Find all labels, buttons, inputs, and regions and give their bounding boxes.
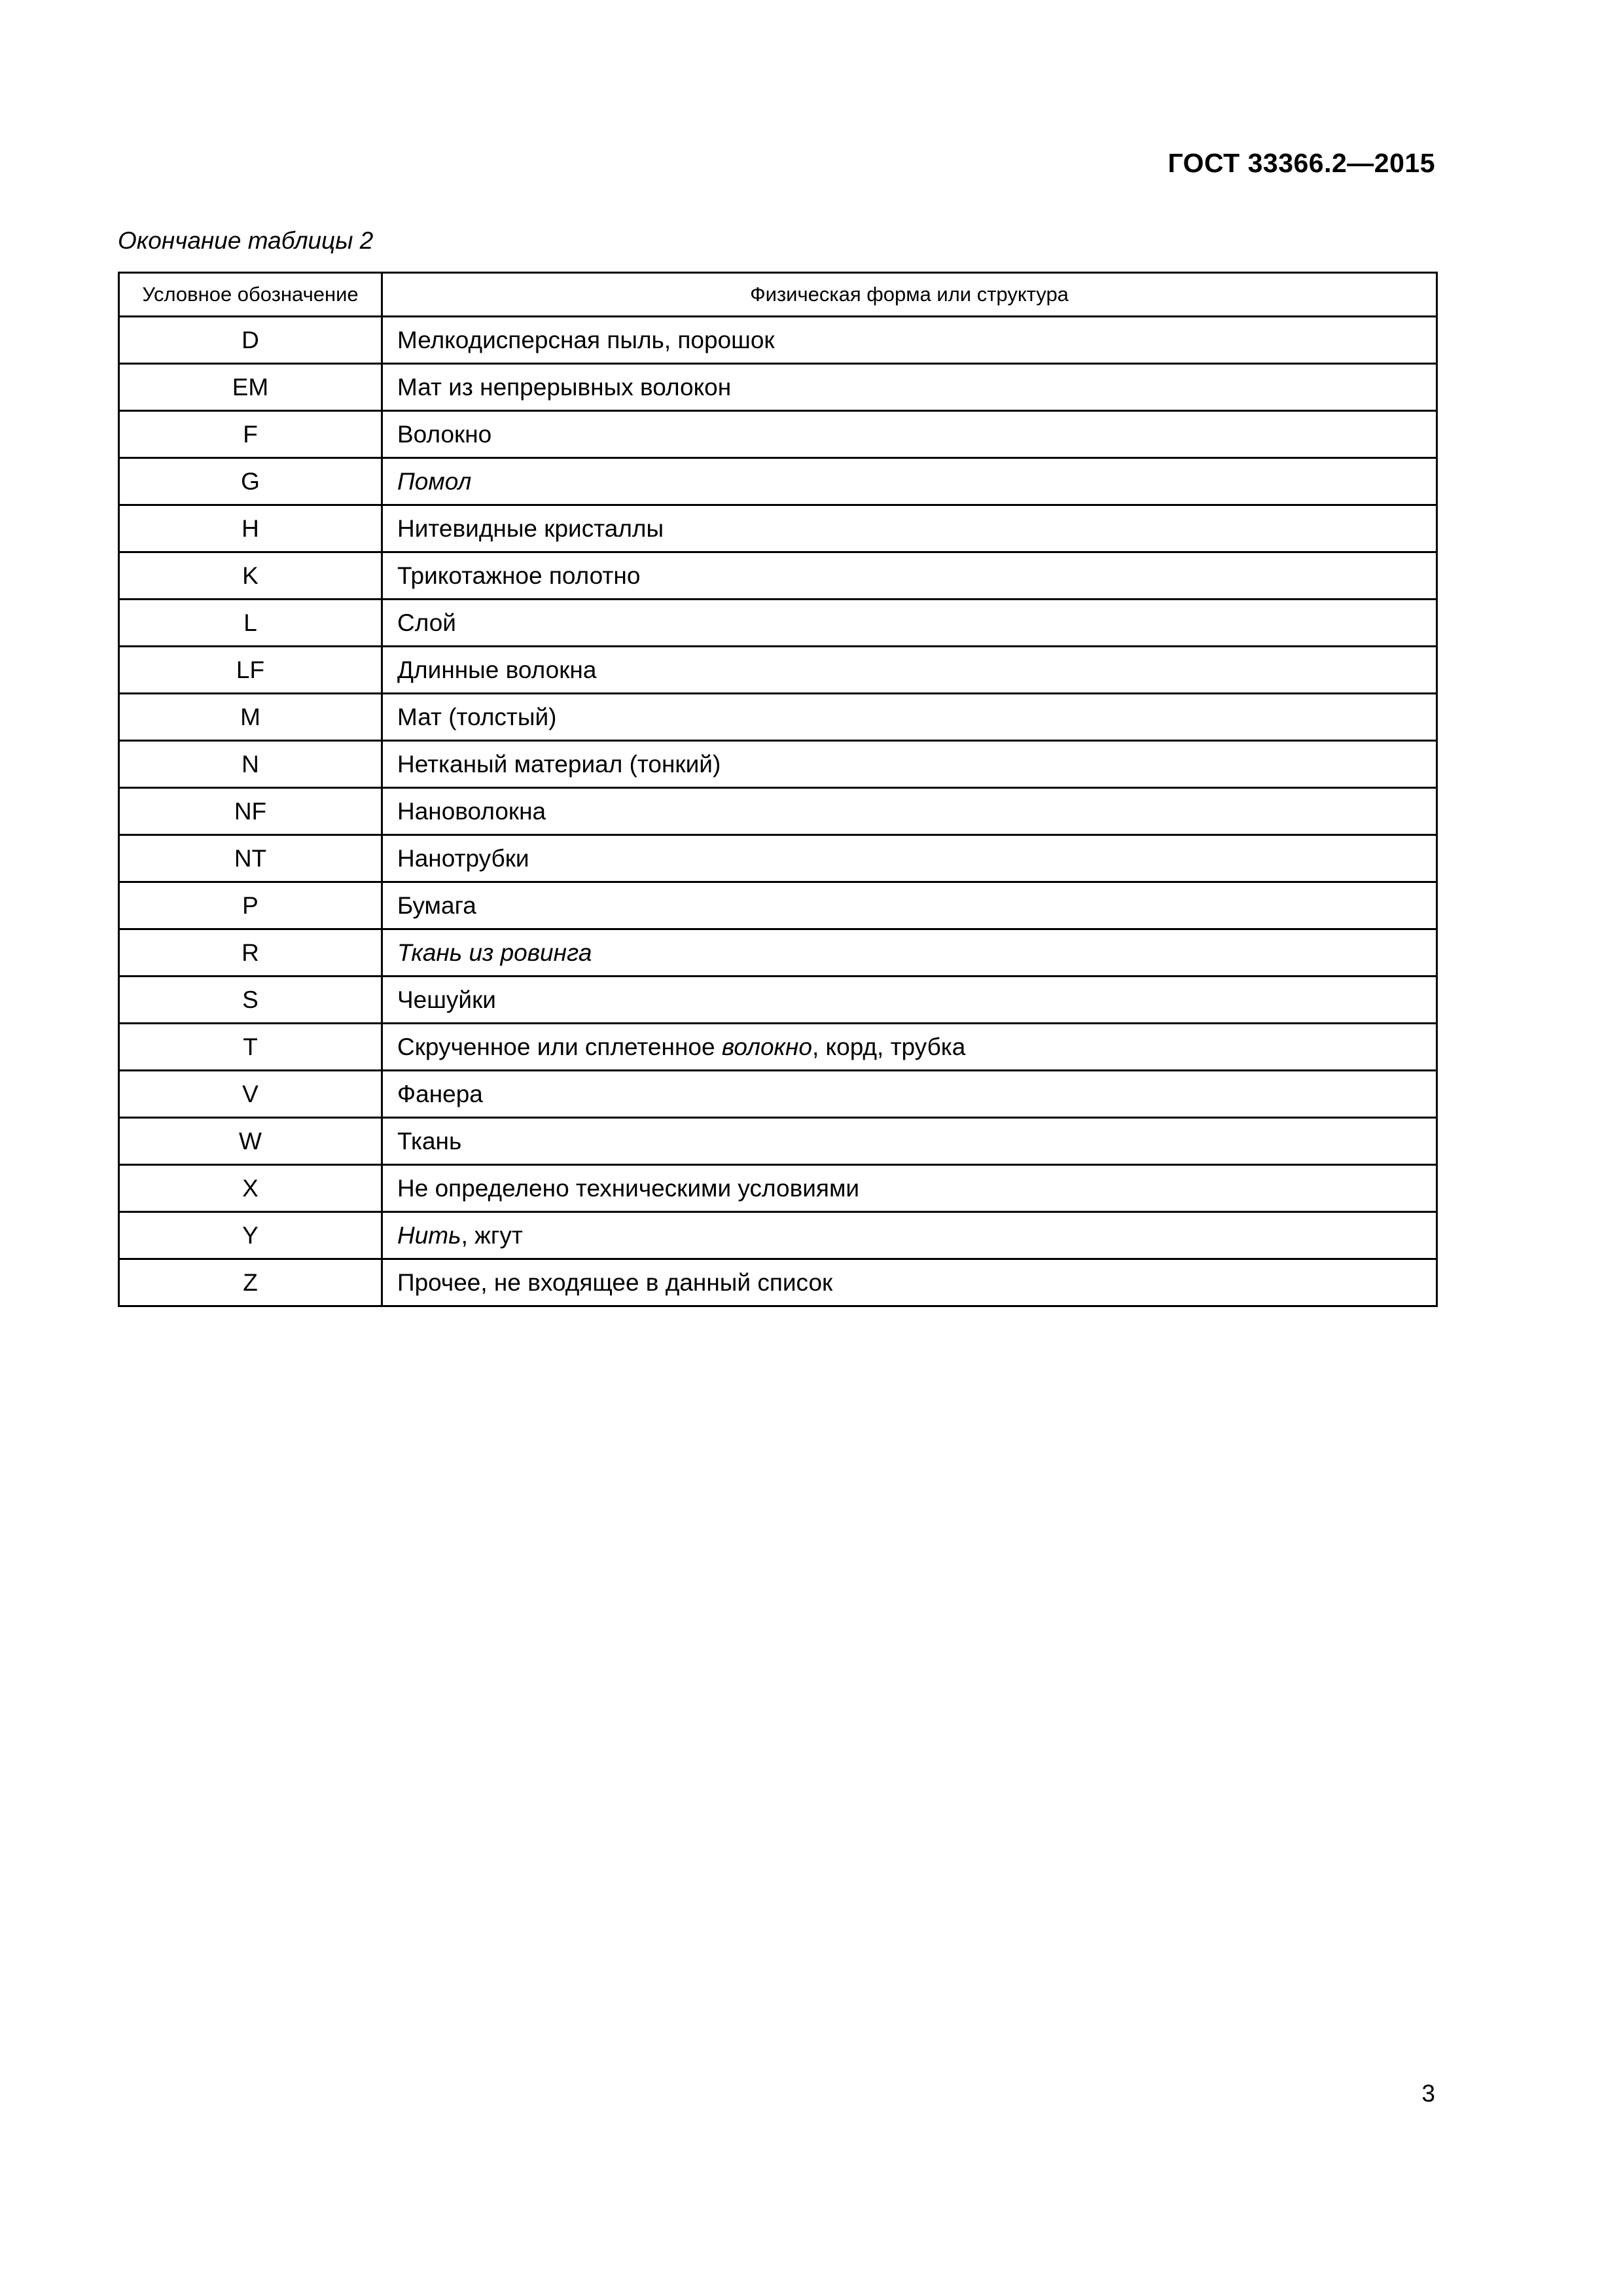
designation-code-cell: M — [119, 694, 382, 741]
table-row — [119, 835, 1437, 882]
table-row — [119, 929, 1437, 977]
physical-form-text: Нановолокна — [397, 797, 546, 825]
physical-form-cell — [382, 411, 1437, 458]
designation-code-cell: T — [119, 1024, 382, 1071]
physical-form-text: , корд, трубка — [812, 1033, 966, 1060]
physical-form-cell — [382, 694, 1437, 741]
physical-form-cell — [382, 741, 1437, 788]
designation-code-cell: W — [119, 1118, 382, 1165]
table-row — [119, 977, 1437, 1024]
table-caption: Окончание таблицы 2 — [118, 227, 374, 254]
physical-form-text: Помол — [397, 467, 472, 495]
physical-form-text: Чешуйки — [397, 986, 496, 1013]
designation-code-cell: P — [119, 882, 382, 929]
physical-form-text: Нитевидные кристаллы — [397, 514, 664, 542]
physical-form-cell — [382, 1259, 1437, 1306]
physical-form-cell — [382, 1212, 1437, 1259]
designation-code-cell: LF — [119, 647, 382, 694]
physical-form-cell — [382, 458, 1437, 505]
table-row — [119, 600, 1437, 647]
physical-form-cell — [382, 364, 1437, 411]
physical-form-text: Ткань — [397, 1127, 462, 1155]
physical-form-cell — [382, 552, 1437, 600]
designation-code-cell: F — [119, 411, 382, 458]
physical-form-cell — [382, 788, 1437, 835]
designation-code-cell: Y — [119, 1212, 382, 1259]
table-row — [119, 647, 1437, 694]
table-row — [119, 552, 1437, 600]
physical-form-text: Нетканый материал (тонкий) — [397, 750, 721, 778]
physical-form-cell — [382, 929, 1437, 977]
physical-form-cell — [382, 1165, 1437, 1212]
table-row — [119, 788, 1437, 835]
column-header-code: Условное обозначение — [119, 273, 382, 317]
designation-code-cell: N — [119, 741, 382, 788]
physical-form-text: Не определено техническими условиями — [397, 1174, 860, 1202]
physical-form-text: Фанера — [397, 1080, 483, 1107]
physical-form-cell — [382, 317, 1437, 364]
table-row — [119, 1024, 1437, 1071]
table-header-row — [119, 273, 1437, 317]
table-row — [119, 694, 1437, 741]
page-number: 3 — [1421, 2080, 1435, 2107]
document-code: ГОСТ 33366.2—2015 — [1168, 148, 1435, 178]
physical-form-text: , жгут — [461, 1221, 523, 1249]
physical-form-text: Длинные волокна — [397, 656, 597, 683]
table-row — [119, 1165, 1437, 1212]
physical-form-text: Ткань из ровинга — [397, 939, 592, 966]
physical-form-cell — [382, 505, 1437, 552]
physical-form-text: Прочее, не входящее в данный список — [397, 1268, 833, 1296]
table-row — [119, 741, 1437, 788]
table-row — [119, 1071, 1437, 1118]
designation-code-cell: H — [119, 505, 382, 552]
table-body — [119, 317, 1437, 1306]
physical-form-text: Бумага — [397, 891, 476, 919]
designation-code-cell: G — [119, 458, 382, 505]
table-row — [119, 458, 1437, 505]
designation-code-cell: NT — [119, 835, 382, 882]
table-row — [119, 505, 1437, 552]
column-header-form: Физическая форма или структура — [382, 273, 1437, 317]
physical-form-text: Мат (толстый) — [397, 703, 557, 730]
designation-code-cell: R — [119, 929, 382, 977]
physical-form-text: Скрученное или сплетенное — [397, 1033, 722, 1060]
table-row — [119, 1118, 1437, 1165]
designation-code-cell: S — [119, 977, 382, 1024]
designation-table — [118, 272, 1438, 1307]
designation-code-cell: K — [119, 552, 382, 600]
physical-form-cell — [382, 1024, 1437, 1071]
designation-code-cell: NF — [119, 788, 382, 835]
physical-form-text: Волокно — [397, 420, 492, 448]
physical-form-cell — [382, 1071, 1437, 1118]
physical-form-text: Мат из непрерывных волокон — [397, 373, 732, 401]
table-row — [119, 364, 1437, 411]
physical-form-text: Мелкодисперсная пыль, порошок — [397, 326, 775, 353]
physical-form-text: Нанотрубки — [397, 844, 529, 872]
designation-code-cell: Z — [119, 1259, 382, 1306]
physical-form-cell — [382, 977, 1437, 1024]
designation-code-cell: X — [119, 1165, 382, 1212]
table-row — [119, 882, 1437, 929]
physical-form-text: Слой — [397, 609, 456, 636]
physical-form-cell — [382, 647, 1437, 694]
table-row — [119, 1212, 1437, 1259]
physical-form-cell — [382, 882, 1437, 929]
physical-form-text: волокно — [721, 1033, 812, 1060]
designation-code-cell: EM — [119, 364, 382, 411]
physical-form-cell — [382, 600, 1437, 647]
physical-form-text: Трикотажное полотно — [397, 562, 641, 589]
table-row — [119, 317, 1437, 364]
table-row — [119, 1259, 1437, 1306]
designation-code-cell: V — [119, 1071, 382, 1118]
designation-code-cell: L — [119, 600, 382, 647]
table-row — [119, 411, 1437, 458]
physical-form-cell — [382, 835, 1437, 882]
physical-form-cell — [382, 1118, 1437, 1165]
designation-code-cell: D — [119, 317, 382, 364]
physical-form-text: Нить — [397, 1221, 461, 1249]
